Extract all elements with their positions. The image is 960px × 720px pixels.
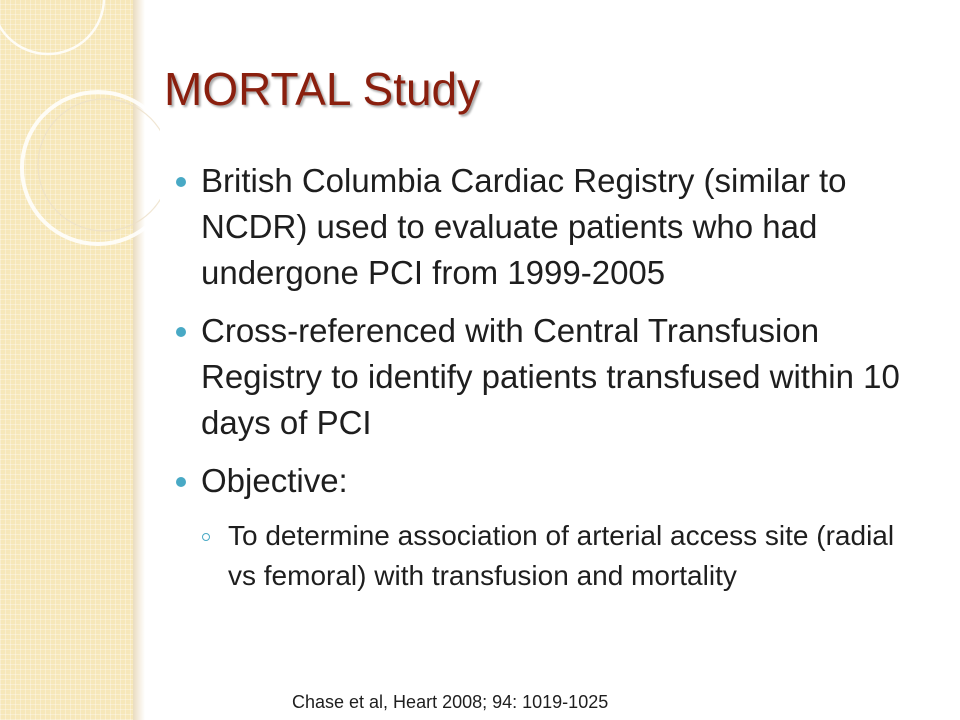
bullet-item (176, 308, 920, 446)
decorative-circle-top (0, 0, 104, 54)
sub-bullet-text: To determine association of arterial access site (radial vs femoral) with transfusion and mortality (228, 520, 895, 591)
bullet-text: Cross-referenced with Central Transfusion Registry to identify patients transfused within 10 days of PCI (201, 312, 900, 441)
slide-title: MORTAL Study (164, 63, 481, 115)
bullet-list (176, 158, 920, 596)
bullet-dot-icon (176, 477, 186, 487)
bullet-item (176, 458, 920, 504)
decorative-circles-icon (0, 0, 160, 260)
bullet-text: British Columbia Cardiac Registry (similar to NCDR) used to evaluate patients who had undergone PCI from 1999-2005 (201, 162, 847, 291)
hollow-circle-icon (202, 533, 210, 541)
bullet-dot-icon (176, 177, 186, 187)
citation: Chase et al, Heart 2008; 94: 1019-1025 (292, 692, 609, 712)
bullet-dot-icon (176, 327, 186, 337)
sub-bullet-item (176, 516, 920, 596)
bullet-item (176, 158, 920, 296)
bullet-text: Objective: (201, 462, 348, 499)
decorative-circle-inner (38, 99, 160, 231)
